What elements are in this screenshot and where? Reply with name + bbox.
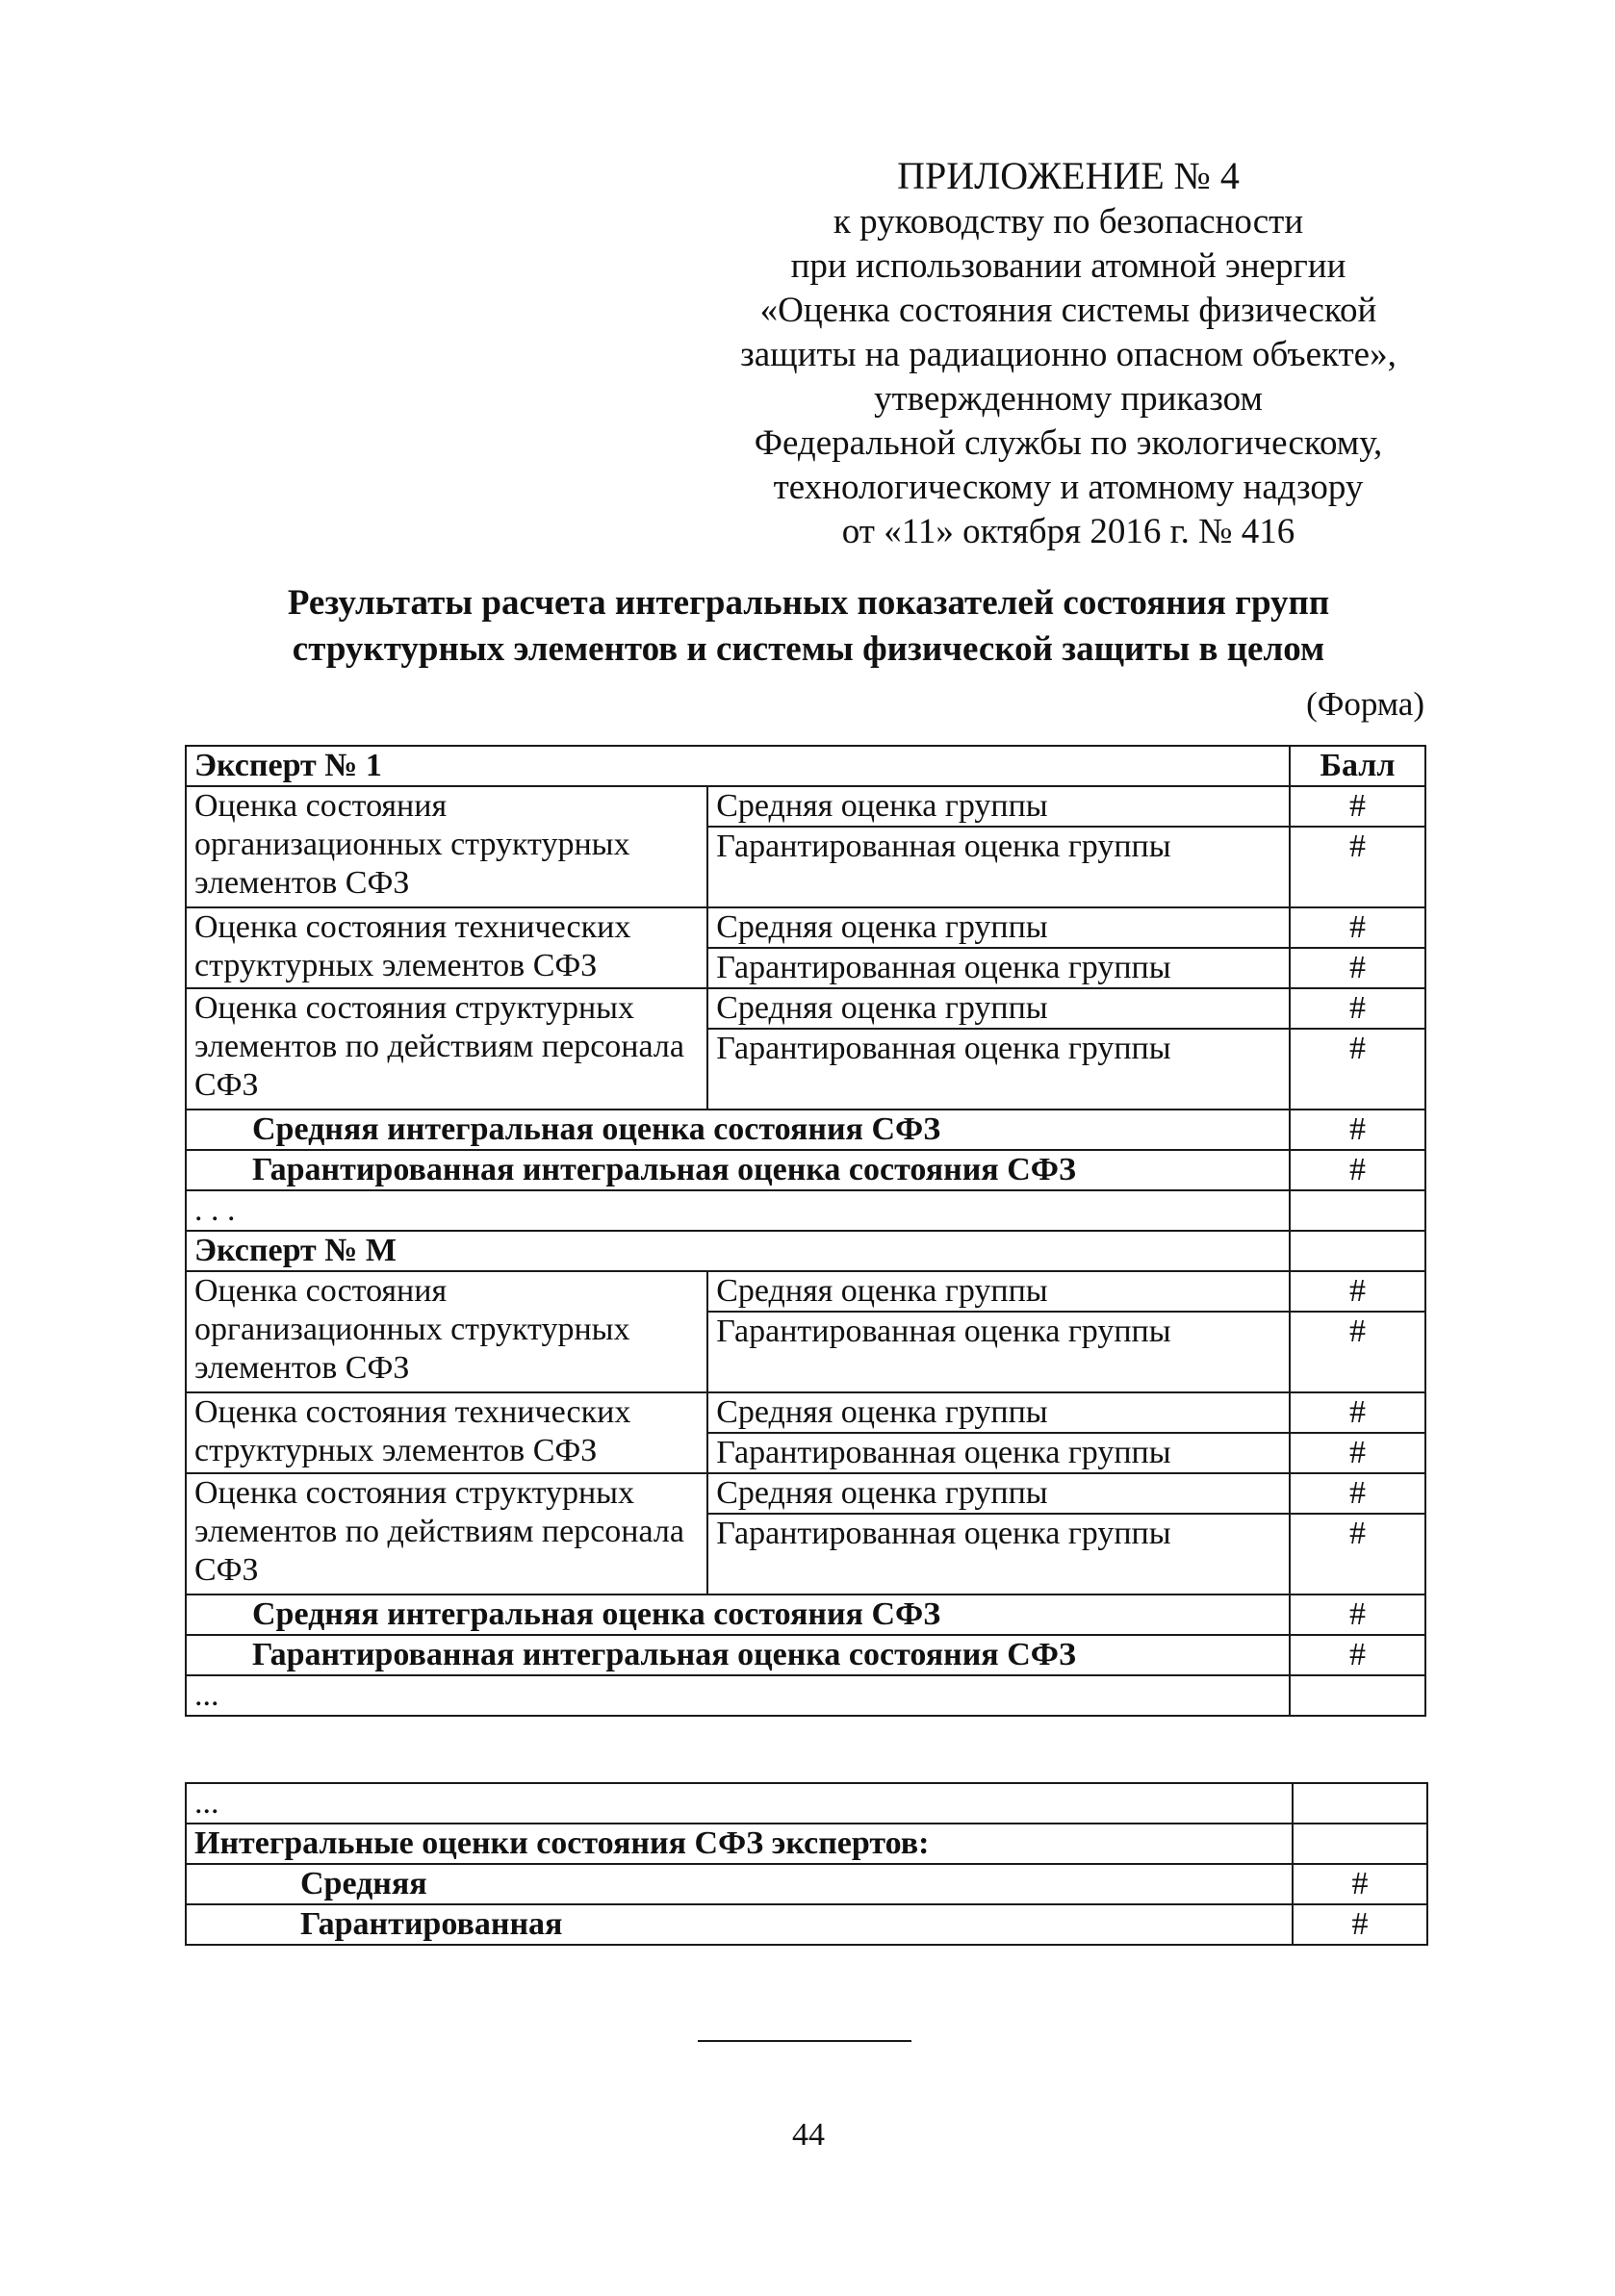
table-row: [186, 988, 1425, 1029]
score-cell: #: [1290, 1635, 1425, 1675]
avg-group-label: Средняя оценка группы: [707, 1392, 1290, 1433]
score-cell-empty: [1290, 1231, 1425, 1271]
guar-group-label: Гарантированная оценка группы: [707, 1029, 1290, 1110]
summary-guar-label: Гарантированная: [186, 1904, 1293, 1945]
score-header: Балл: [1290, 746, 1425, 786]
score-cell-empty: [1290, 1675, 1425, 1716]
title-line-2: структурных элементов и системы физической защиты в целом: [292, 629, 1325, 669]
table-row: [186, 1473, 1425, 1514]
score-cell: #: [1293, 1904, 1427, 1945]
guar-integral-label: Гарантированная интегральная оценка состояния СФЗ: [186, 1150, 1290, 1190]
appendix-line: «Оценка состояния системы физической: [759, 291, 1377, 330]
table-row: [186, 1904, 1427, 1945]
table-row: [186, 1392, 1425, 1433]
score-cell-empty: [1293, 1783, 1427, 1824]
table-row: [186, 907, 1425, 948]
results-table: [185, 745, 1426, 1717]
avg-integral-label: Средняя интегральная оценка состояния СФЗ: [186, 1110, 1290, 1150]
avg-group-label: Средняя оценка группы: [707, 988, 1290, 1029]
table-row: [186, 1594, 1425, 1635]
appendix-line: технологическому и атомному надзору: [773, 468, 1364, 507]
score-cell: #: [1290, 1392, 1425, 1433]
appendix-line: от «11» октября 2016 г. № 416: [841, 512, 1295, 551]
expert-heading: Эксперт № 1: [186, 746, 1290, 786]
guar-group-label: Гарантированная оценка группы: [707, 1433, 1290, 1473]
avg-group-label: Средняя оценка группы: [707, 1473, 1290, 1514]
score-cell: #: [1290, 1514, 1425, 1594]
score-cell: #: [1290, 1473, 1425, 1514]
group-label: Оценка состояния организационных структурных элементов СФЗ: [186, 786, 707, 907]
group-label: Оценка состояния технических структурных элементов СФЗ: [186, 907, 707, 988]
appendix-line: утвержденному приказом: [874, 379, 1263, 419]
table-row: [186, 1231, 1425, 1271]
appendix-line: к руководству по безопасности: [833, 202, 1304, 242]
table-row: [186, 1824, 1427, 1864]
appendix-header: [712, 154, 1424, 554]
group-label: Оценка состояния структурных элементов по действиям персонала СФЗ: [186, 1473, 707, 1594]
guar-group-label: Гарантированная оценка группы: [707, 827, 1290, 907]
score-cell: #: [1290, 988, 1425, 1029]
ellipsis-row: ...: [186, 1783, 1293, 1824]
table-row: [186, 1783, 1427, 1824]
table-row: [186, 1110, 1425, 1150]
group-label: Оценка состояния организационных структурных элементов СФЗ: [186, 1271, 707, 1392]
table-row: [186, 1675, 1425, 1716]
ellipsis-row: . . .: [186, 1190, 1290, 1231]
table-row: [186, 1150, 1425, 1190]
guar-group-label: Гарантированная оценка группы: [707, 1514, 1290, 1594]
score-cell: #: [1290, 907, 1425, 948]
appendix-line: при использовании атомной энергии: [790, 246, 1346, 286]
page-number: 44: [792, 2117, 825, 2153]
score-cell: #: [1290, 1110, 1425, 1150]
summary-table: [185, 1782, 1428, 1946]
table-row: [186, 1190, 1425, 1231]
guar-group-label: Гарантированная оценка группы: [707, 948, 1290, 988]
table-row: [186, 746, 1425, 786]
score-cell: #: [1290, 1271, 1425, 1312]
score-cell: #: [1290, 1150, 1425, 1190]
summary-avg-label: Средняя: [186, 1864, 1293, 1904]
avg-group-label: Средняя оценка группы: [707, 907, 1290, 948]
table-row: [186, 1635, 1425, 1675]
score-cell-empty: [1290, 1190, 1425, 1231]
group-label: Оценка состояния технических структурных элементов СФЗ: [186, 1392, 707, 1473]
score-cell: #: [1290, 1594, 1425, 1635]
avg-integral-label: Средняя интегральная оценка состояния СФЗ: [186, 1594, 1290, 1635]
footer-divider: [698, 2040, 911, 2042]
table-row: [186, 786, 1425, 827]
table-row: [186, 1271, 1425, 1312]
score-cell: #: [1293, 1864, 1427, 1904]
summary-heading: Интегральные оценки состояния СФЗ экспертов:: [186, 1824, 1293, 1864]
score-cell: #: [1290, 948, 1425, 988]
group-label: Оценка состояния структурных элементов по действиям персонала СФЗ: [186, 988, 707, 1110]
appendix-title: ПРИЛОЖЕНИЕ № 4: [897, 154, 1240, 197]
title-line-1: Результаты расчета интегральных показателей состояния групп: [287, 583, 1330, 623]
avg-group-label: Средняя оценка группы: [707, 786, 1290, 827]
expert-heading: Эксперт № М: [186, 1231, 1290, 1271]
score-cell: #: [1290, 786, 1425, 827]
ellipsis-row: ...: [186, 1675, 1290, 1716]
score-cell: #: [1290, 1433, 1425, 1473]
score-cell: #: [1290, 1312, 1425, 1392]
score-cell: #: [1290, 1029, 1425, 1110]
guar-group-label: Гарантированная оценка группы: [707, 1312, 1290, 1392]
document-title: [183, 580, 1434, 673]
avg-group-label: Средняя оценка группы: [707, 1271, 1290, 1312]
score-cell: #: [1290, 827, 1425, 907]
form-label: (Форма): [1306, 685, 1424, 723]
guar-integral-label: Гарантированная интегральная оценка состояния СФЗ: [186, 1635, 1290, 1675]
appendix-line: защиты на радиационно опасном объекте»,: [740, 335, 1397, 374]
table-row: [186, 1864, 1427, 1904]
appendix-line: Федеральной службы по экологическому,: [754, 423, 1383, 463]
score-cell-empty: [1293, 1824, 1427, 1864]
